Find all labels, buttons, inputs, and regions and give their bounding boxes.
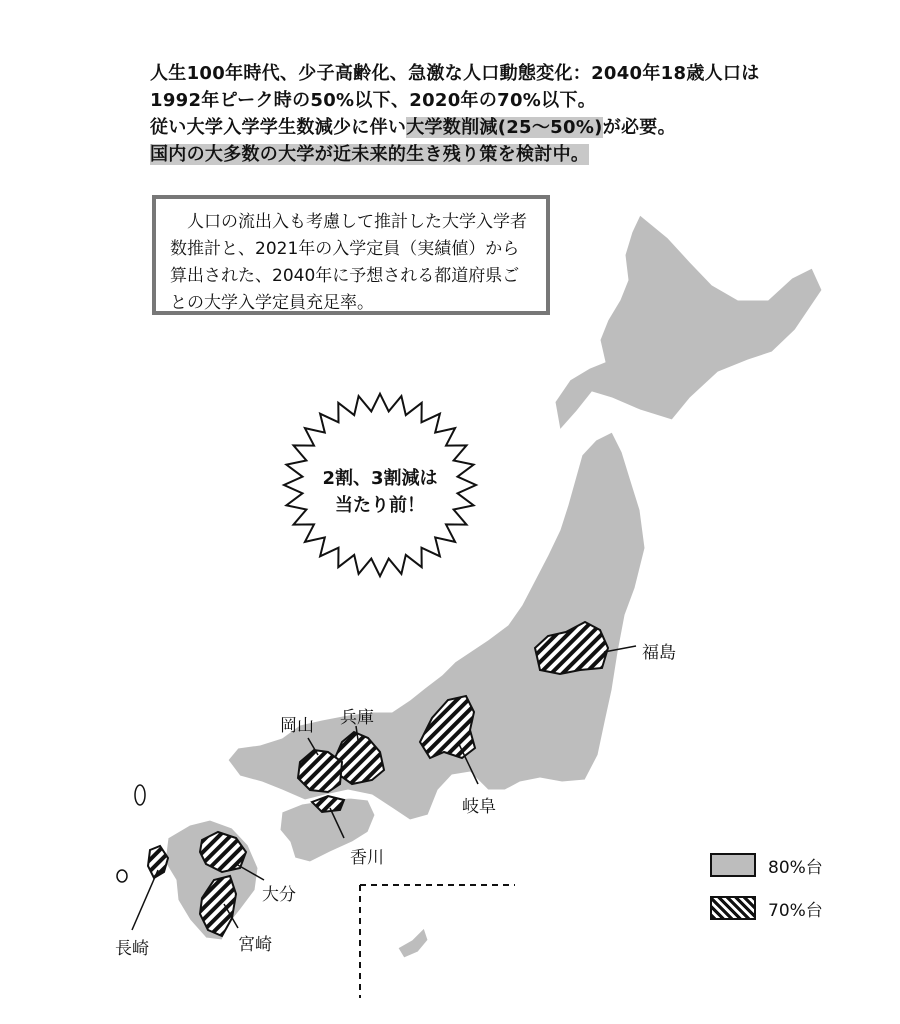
goto-island bbox=[117, 870, 127, 882]
label-fukushima: 福島 bbox=[642, 643, 676, 663]
headline-line-1: 人生100年時代、少子高齢化、急激な人口動態変化：2040年18歳人口は bbox=[150, 63, 760, 84]
label-oita: 大分 bbox=[262, 885, 296, 905]
explanation-box: 人口の流出入も考慮して推計した大学入学者数推計と、2021年の入学定員（実績値）から算出された、2040年に予想される都道府県ごとの大学入学定員充足率。 bbox=[152, 195, 550, 315]
callout-text bbox=[305, 465, 455, 519]
headline-line-3-pre: 従い大学入学学生数減少に伴い bbox=[150, 117, 407, 138]
inset-divider bbox=[360, 885, 515, 998]
label-gifu: 岐阜 bbox=[462, 797, 496, 817]
label-nagasaki: 長崎 bbox=[115, 939, 149, 959]
leader-nagasaki bbox=[132, 870, 158, 930]
headline-highlight-survival: 国内の大多数の大学が近未来的生き残り策を検討中。 bbox=[150, 144, 590, 165]
hokkaido-landmass bbox=[555, 215, 822, 430]
tsushima-island bbox=[135, 785, 145, 805]
label-okayama: 岡山 bbox=[280, 716, 314, 736]
headline-line-3-post: が必要。 bbox=[602, 117, 676, 138]
callout-line-2: 当たり前！ bbox=[335, 495, 425, 516]
region-nagasaki bbox=[148, 846, 168, 878]
okinawa-landmass bbox=[398, 928, 428, 958]
legend-swatch-70 bbox=[710, 896, 756, 920]
legend-swatch-80 bbox=[710, 853, 756, 877]
label-kagawa: 香川 bbox=[350, 848, 384, 868]
legend-label-70: 70%台 bbox=[768, 901, 823, 921]
legend-label-80: 80%台 bbox=[768, 858, 823, 878]
headline-highlight-reduction: 大学数削減(25〜50%) bbox=[406, 117, 603, 138]
label-miyazaki: 宮崎 bbox=[238, 935, 272, 955]
headline-line-2: 1992年ピーク時の50%以下、2020年の70%以下。 bbox=[150, 90, 597, 111]
label-hyogo: 兵庫 bbox=[340, 708, 374, 728]
callout-line-1: 2割、3割減は bbox=[322, 468, 438, 489]
